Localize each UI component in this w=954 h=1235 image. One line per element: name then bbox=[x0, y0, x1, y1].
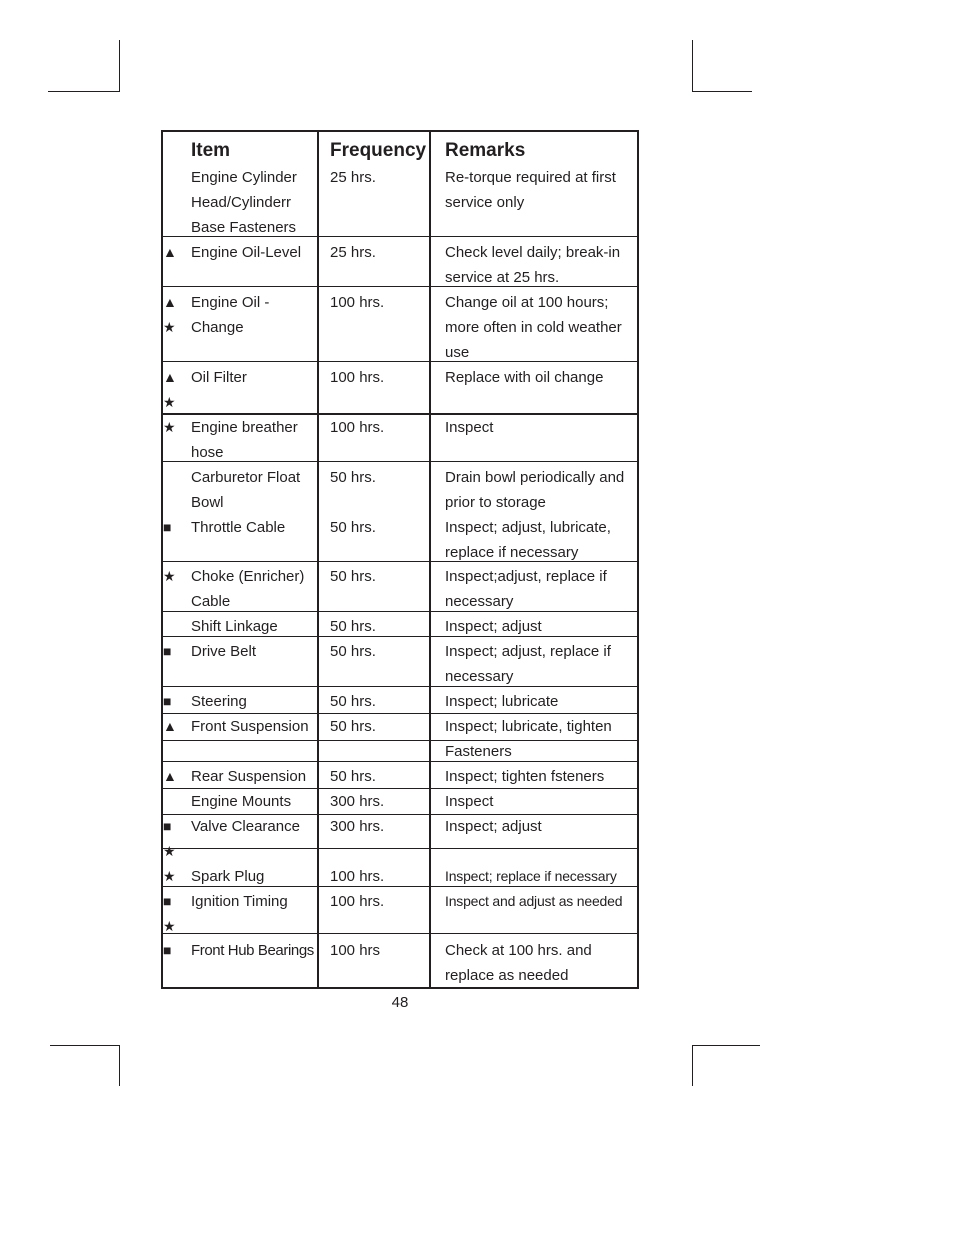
remarks-cell: Inspect bbox=[445, 419, 494, 436]
maintenance-symbol-icon: ■ bbox=[163, 519, 172, 535]
item-cell: Engine Cylinder Head/Cylinderr Base Fasteners bbox=[191, 169, 297, 236]
crop-mark bbox=[50, 1045, 120, 1046]
frequency-cell: 50 hrs. 50 hrs. bbox=[330, 469, 376, 536]
row-divider bbox=[161, 933, 639, 934]
remarks-cell: Inspect; adjust bbox=[445, 618, 542, 635]
maintenance-symbol-icon: ■ bbox=[163, 942, 172, 958]
maintenance-symbol-icon: ▲ bbox=[163, 768, 177, 784]
frequency-cell: 50 hrs. bbox=[330, 618, 376, 635]
frequency-cell: 50 hrs. bbox=[330, 718, 376, 735]
item-cell: Front Suspension bbox=[191, 718, 309, 735]
remarks-cell: Inspect; lubricate, tighten Fasteners bbox=[445, 718, 612, 760]
item-cell: Engine Oil - Change bbox=[191, 294, 270, 336]
frequency-cell: 300 hrs. bbox=[330, 793, 385, 810]
frequency-cell: 100 hrs. bbox=[330, 868, 385, 885]
item-cell: Engine Oil-Level bbox=[191, 244, 302, 261]
frequency-cell: 300 hrs. bbox=[330, 818, 385, 835]
crop-mark bbox=[692, 91, 752, 92]
frequency-cell: 25 hrs. bbox=[330, 169, 376, 186]
frequency-cell: 50 hrs. bbox=[330, 568, 376, 585]
item-cell: Valve Clearance bbox=[191, 818, 300, 835]
frequency-cell: 50 hrs. bbox=[330, 643, 376, 660]
item-cell: Ignition Timing bbox=[191, 893, 288, 910]
remarks-cell: Inspect; tighten fsteners bbox=[445, 768, 605, 785]
crop-mark bbox=[692, 1045, 693, 1086]
maintenance-symbol-icon: ▲ bbox=[163, 244, 177, 260]
remarks-cell: Change oil at 100 hours; more often in cold weather use bbox=[445, 294, 622, 361]
remarks-cell: Drain bowl periodically and prior to storage Inspect; adjust, lubricate, replace if necessary bbox=[445, 469, 625, 561]
remarks-cell: Inspect; adjust, replace if necessary bbox=[445, 643, 611, 685]
crop-mark bbox=[48, 91, 120, 92]
crop-mark bbox=[692, 1045, 760, 1046]
frequency-cell: 100 hrs. bbox=[330, 419, 385, 436]
item-cell: Steering bbox=[191, 693, 247, 710]
maintenance-symbol-icon: ■ ★ bbox=[163, 818, 176, 859]
frequency-cell: 100 hrs. bbox=[330, 369, 385, 386]
column-header-item: Item bbox=[191, 140, 231, 161]
item-cell: Carburetor Float Bowl Throttle Cable bbox=[191, 469, 301, 536]
maintenance-symbol-icon: ▲ bbox=[163, 718, 177, 734]
item-cell: Oil Filter bbox=[191, 369, 247, 386]
maintenance-symbol-icon: ▲ ★ bbox=[163, 294, 177, 335]
remarks-cell: Check level daily; break-in service at 25 hrs. bbox=[445, 244, 621, 286]
page-number: 48 bbox=[391, 994, 409, 1011]
item-cell: Engine Mounts bbox=[191, 793, 292, 810]
remarks-cell: Inspect; lubricate bbox=[445, 693, 559, 710]
item-cell: Engine breather hose bbox=[191, 419, 298, 461]
item-cell: Drive Belt bbox=[191, 643, 257, 660]
maintenance-symbol-icon: ★ bbox=[163, 419, 176, 435]
frequency-cell: 100 hrs. bbox=[330, 294, 385, 311]
maintenance-symbol-icon: ■ bbox=[163, 643, 172, 659]
remarks-cell: Inspect; replace if necessary bbox=[445, 868, 617, 884]
remarks-cell: Re-torque required at first service only bbox=[445, 169, 616, 211]
item-cell: Rear Suspension bbox=[191, 768, 307, 785]
remarks-cell: Inspect and adjust as needed bbox=[445, 893, 623, 909]
remarks-cell: Replace with oil change bbox=[445, 369, 604, 386]
maintenance-symbol-icon: ▲ ★ bbox=[163, 369, 177, 410]
item-cell: Spark Plug bbox=[191, 868, 265, 885]
maintenance-symbol-icon: ■ ★ bbox=[163, 893, 176, 934]
row-divider bbox=[161, 848, 639, 849]
column-header-frequency: Frequency bbox=[330, 140, 427, 161]
item-cell: Shift Linkage bbox=[191, 618, 278, 635]
maintenance-symbol-icon: ★ bbox=[163, 568, 176, 584]
item-cell: Choke (Enricher) Cable bbox=[191, 568, 305, 610]
remarks-cell: Inspect; adjust bbox=[445, 818, 542, 835]
remarks-cell: Inspect bbox=[445, 793, 494, 810]
crop-mark bbox=[119, 40, 120, 92]
table-border-top bbox=[161, 130, 639, 132]
frequency-cell: 100 hrs bbox=[330, 942, 381, 959]
maintenance-symbol-icon: ■ bbox=[163, 693, 172, 709]
frequency-cell: 100 hrs. bbox=[330, 893, 385, 910]
item-cell: Front Hub Bearings bbox=[191, 942, 314, 959]
crop-mark bbox=[119, 1045, 120, 1086]
column-header-remarks: Remarks bbox=[445, 140, 526, 161]
remarks-cell: Check at 100 hrs. and replace as needed bbox=[445, 942, 592, 984]
table-border-right bbox=[637, 130, 639, 989]
crop-mark bbox=[692, 40, 693, 92]
frequency-cell: 25 hrs. bbox=[330, 244, 376, 261]
frequency-cell: 50 hrs. bbox=[330, 768, 376, 785]
maintenance-table bbox=[161, 130, 639, 989]
remarks-cell: Inspect;adjust, replace if necessary bbox=[445, 568, 607, 610]
frequency-cell: 50 hrs. bbox=[330, 693, 376, 710]
maintenance-symbol-icon: ★ bbox=[163, 868, 176, 884]
